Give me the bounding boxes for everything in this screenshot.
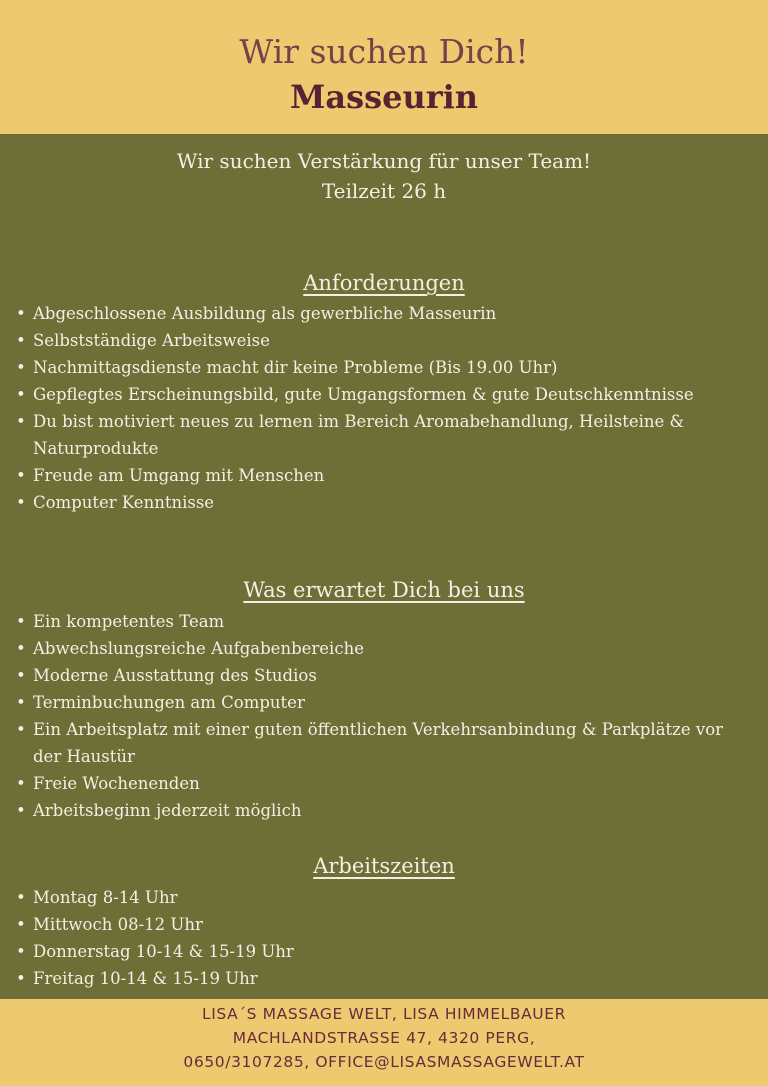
intro-line-1: Wir suchen Verstärkung für unser Team! [176,149,592,173]
hours-list [0,884,748,992]
header-tagline: Wir suchen Dich! [239,32,529,71]
list-item: • Donnerstag 10-14 & 15-19 Uhr [33,938,748,965]
list-item: • Nachmittagsdienste macht dir keine Probleme (Bis 19.00 Uhr) [33,354,748,381]
list-item: • Freude am Umgang mit Menschen [33,462,748,489]
footer-contact [0,999,768,1086]
hours-heading: Arbeitszeiten [313,854,455,878]
list-item: • Arbeitsbeginn jederzeit möglich [33,797,748,824]
header-banner [0,0,768,134]
offer-heading: Was erwartet Dich bei uns [243,578,525,602]
footer-address: MACHLANDSTRASSE 47, 4320 PERG, [232,1029,536,1047]
list-item: • Ein Arbeitsplatz mit einer guten öffentlichen Verkehrsanbindung & Parkplätze vor der Haustür [33,716,748,770]
intro-text [0,146,768,206]
list-item: • Abgeschlossene Ausbildung als gewerbliche Masseurin [33,300,748,327]
list-item: • Ein kompetentes Team [33,608,748,635]
list-item: • Moderne Ausstattung des Studios [33,662,748,689]
intro-line-2: Teilzeit 26 h [321,179,447,203]
job-title: Masseurin [289,78,479,116]
list-item: • Terminbuchungen am Computer [33,689,748,716]
list-item: • Gepflegtes Erscheinungsbild, gute Umgangsformen & gute Deutschkenntnisse [33,381,748,408]
footer-phone-email: 0650/3107285, OFFICE@LISASMASSAGEWELT.AT [183,1053,585,1071]
footer-business-name: LISA´S MASSAGE WELT, LISA HIMMELBAUER [201,1005,566,1023]
main-content [0,134,768,999]
list-item: • Freie Wochenenden [33,770,748,797]
requirements-list [0,300,748,516]
list-item: • Abwechslungsreiche Aufgabenbereiche [33,635,748,662]
list-item: • Computer Kenntnisse [33,489,748,516]
offer-list [0,608,748,824]
list-item: • Du bist motiviert neues zu lernen im Bereich Aromabehandlung, Heilsteine & Naturprodukte [33,408,748,462]
list-item: • Mittwoch 08-12 Uhr [33,911,748,938]
list-item: • Montag 8-14 Uhr [33,884,748,911]
list-item: • Selbstständige Arbeitsweise [33,327,748,354]
list-item: • Freitag 10-14 & 15-19 Uhr [33,965,748,992]
requirements-heading: Anforderungen [303,271,465,295]
